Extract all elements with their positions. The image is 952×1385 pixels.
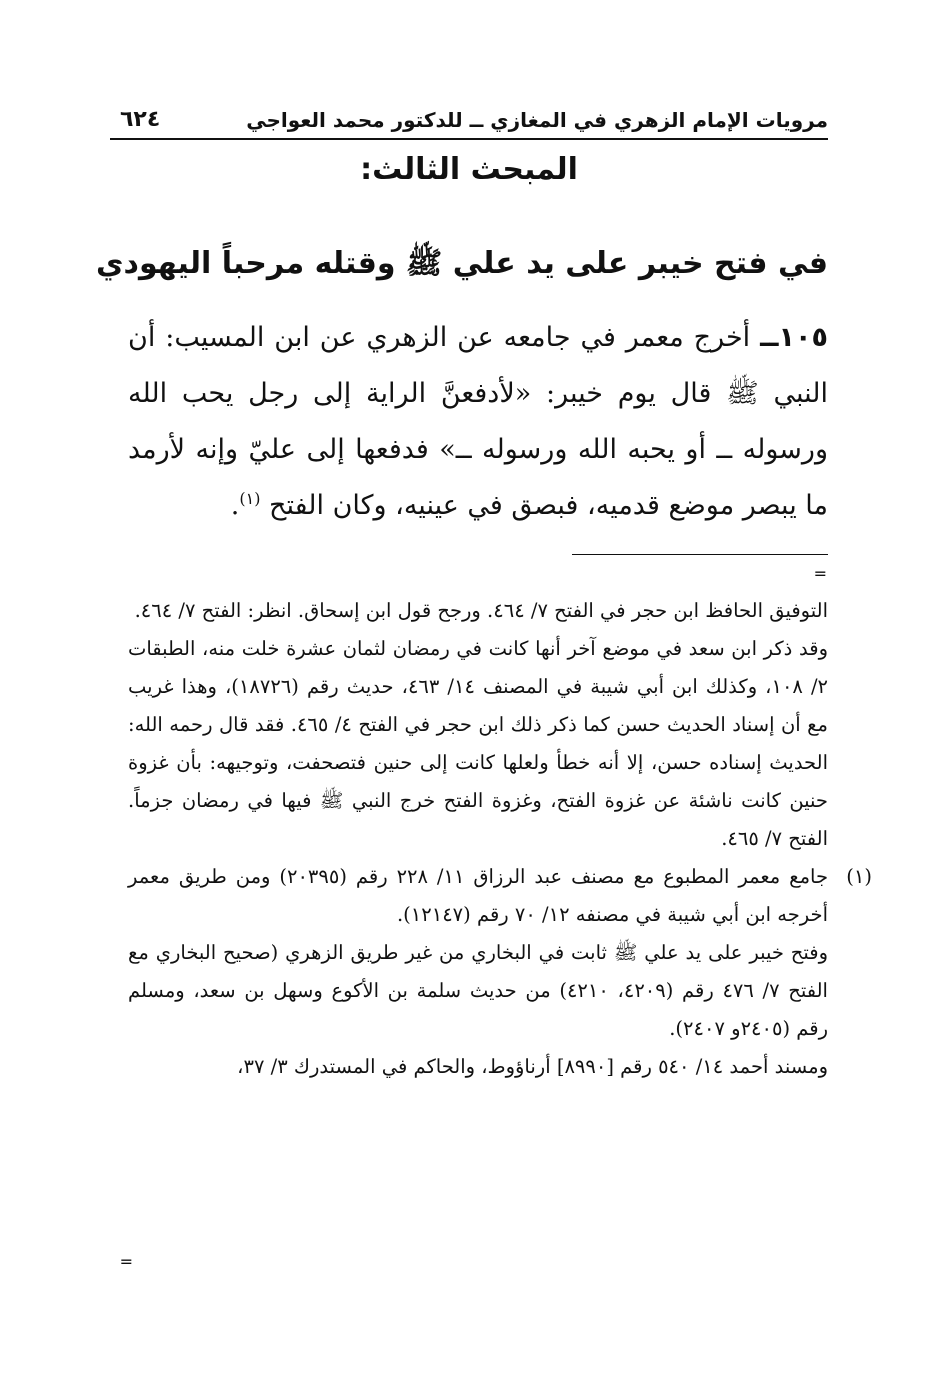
running-header [110,104,828,140]
footnotes [128,592,872,1086]
footnote-1-paragraph: ومسند أحمد ١٤/ ٥٤٠ رقم [٨٩٩٠] أرناؤوط، والحاكم في المستدرك ٣/ ٣٧، [237,1055,828,1078]
chapter-title: في فتح خيبر على يد علي ﷺ وقتله مرحباً اليهودي [96,246,828,281]
hadith-text-end: . [230,490,240,521]
footnote-continuation-paragraph: التوفيق الحافظ ابن حجر في الفتح ٧/ ٤٦٤. ورجح قول ابن إسحاق. انظر: الفتح ٧/ ٤٦٤. [134,599,828,622]
hadith-text: أخرج معمر في جامعه عن الزهري عن ابن المسيب: أن النبي ﷺ قال يوم خيبر: «لأدفعنَّ الراية إلى رجل يحب الله ورسوله ــ أو يحبه الله ورسوله ــ» فدفعها إلى عليّ وإنه لأرمد ما يبصر موضع قدميه، فبصق في عينيه، وكان الفتح [128,322,828,521]
footnote-continuation-paragraph: وقد ذكر ابن سعد في موضع آخر أنها كانت في رمضان لثمان عشرة خلت منه، الطبقات ٢/ ١٠٨، وكذلك ابن أبي شيبة في المصنف ١٤/ ٤٦٣، حديث رقم (١٨٧٢٦)، وهذا غريب مع أن إسناد الحديث حسن كما ذكر ذلك ابن حجر في الفتح ٤/ ٤٦٥. فقد قال رحمه الله: الحديث إسناده حسن، إلا أنه خطأ ولعلها كانت إلى حنين فتصحفت، وتوجيهه: بأن غزوة حنين كانت ناشئة عن غزوة الفتح، وغزوة الفتح خرج النبي ﷺ فيها في رمضان جزماً. الفتح ٧/ ٤٦٥. [128,637,828,850]
continuation-mark-top: = [813,564,826,583]
page-number: ٦٢٤ [120,107,161,132]
continuation-mark-bottom: = [119,1252,132,1271]
section-heading: المبحث الثالث: [360,152,578,187]
footnote-1-text: جامع معمر المطبوع مع مصنف عبد الرزاق ١١/ ٢٢٨ رقم (٢٠٣٩٥) ومن طريق معمر أخرجه ابن أبي شيبة في مصنفه ١٢/ ٧٠ رقم (١٢١٤٧). [128,865,829,926]
main-paragraph [128,310,828,534]
footnote-separator [572,554,828,555]
book-title: مرويات الإمام الزهري في المغازي ــ للدكتور محمد العواجي [246,108,828,132]
footnote-reference[interactable]: (١) [239,489,261,508]
footnote-1 [128,858,872,934]
footnote-1-label: (١) [846,865,872,888]
footnote-1-paragraph: وفتح خيبر على يد علي ﷺ ثابت في البخاري من غير طريق الزهري (صحيح البخاري مع الفتح ٧/ ٤٧٦ رقم (٤٢٠٩، ٤٢١٠) من حديث سلمة بن الأكوع وسهل بن سعد، ومسلم رقم (٢٤٠٥و ٢٤٠٧). [128,941,828,1040]
hadith-number: ١٠٥ــ [760,322,828,353]
